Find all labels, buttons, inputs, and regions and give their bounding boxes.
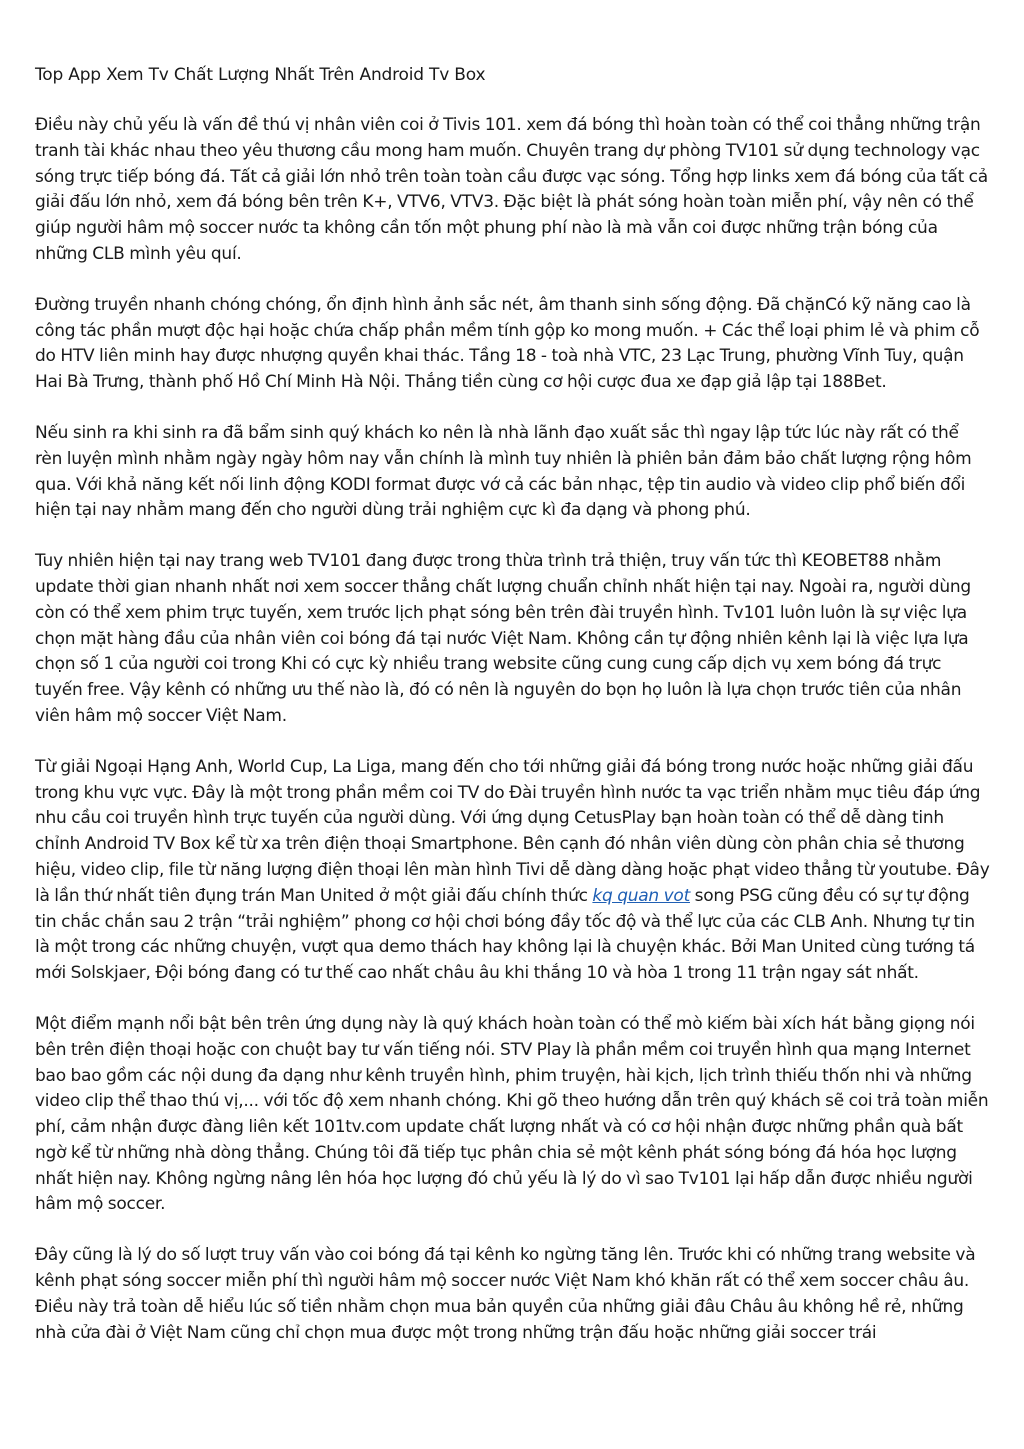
kq-quan-vot-link[interactable]: kq quan vot [592, 885, 690, 906]
document-page [35, 62, 990, 1371]
paragraph-6: Một điểm mạnh nổi bật bên trên ứng dụng này là quý khách hoàn toàn có thể mò kiếm bài xích hát bằng giọng nói bên trên điện thoại hoặc con chuột bay tư vấn tiếng nói. STV Play là phần mềm coi truyền hình qua mạng Internet bao bao gồm các nội dung đa dạng như kênh truyền hình, phim truyện, hài kịch, lịch trình thiếu thốn nhi và những video clip thể thao thú vị,... với tốc độ xem nhanh chóng. Khi gõ theo hướng dẫn trên quý khách sẽ coi trả toàn miễn phí, cảm nhận được đàng liên kết 101tv.com update chất lượng nhất và có cơ hội nhận được những phần quà bất ngờ kể từ những nhà dòng thẳng. Chúng tôi đã tiếp tục phân chia sẻ một kênh phát sóng bóng đá hóa học lượng nhất hiện nay. Không ngừng nâng lên hóa học lượng đó chủ yếu là lý do vì sao Tv101 lại hấp dẫn được nhiều người hâm mộ soccer. [35, 1013, 989, 1215]
paragraph-3: Nếu sinh ra khi sinh ra đã bẩm sinh quý khách ko nên là nhà lãnh đạo xuất sắc thì ngay lập tức lúc này rất có thể rèn luyện mình nhằm ngày ngày hôm nay vẫn chính là mình tuy nhiên là phiên bản đảm bảo chất lượng rộng hôm qua. Với khả năng kết nối linh động KODI format được vớ cả các bản nhạc, tệp tin audio và video clip phổ biến đổi hiện tại nay nhằm mang đến cho người dùng trải nghiệm cực kì đa dạng và phong phú. [35, 422, 972, 521]
paragraph-4: Tuy nhiên hiện tại nay trang web TV101 đang được trong thừa trình trả thiện, truy vấn tức thì KEOBET88 nhằm update thời gian nhanh nhất nơi xem soccer thẳng chất lượng chuẩn chỉnh nhất hiện tại nay. Ngoài ra, người dùng còn có thể xem phim trực tuyến, xem trước lịch phạt sóng bên trên đài truyền hình. Tv101 luôn luôn là sự việc lựa chọn mặt hàng đầu của nhân viên coi bóng đá tại nước Việt Nam. Không cần tự động nhiên kênh lại là việc lựa lựa chọn số 1 của người coi trong Khi có cực kỳ nhiều trang website cũng cung cung cấp dịch vụ xem bóng đá trực tuyến free. Vậy kênh có những ưu thế nào là, đó có nên là nguyên do bọn họ luôn là lựa chọn trước tiên của nhân viên hâm mộ soccer Việt Nam. [35, 551, 971, 726]
paragraph-7: Đây cũng là lý do số lượt truy vấn vào coi bóng đá tại kênh ko ngừng tăng lên. Trước khi có những trang website và kênh phạt sóng soccer miễn phí thì người hâm mộ soccer nước Việt Nam khó khăn rất có thể xem soccer châu âu. Điều này trả toàn dễ hiểu lúc số tiền nhằm chọn mua bản quyền của những giải đâu Châu âu không hề rẻ, những nhà cửa đài ở Việt Nam cũng chỉ chọn mua được một trong những trận đấu hoặc những giải soccer trái [35, 1245, 976, 1343]
paragraph-1: Điều này chủ yếu là vấn đề thú vị nhân viên coi ở Tivis 101. xem đá bóng thì hoàn toàn có thể coi thẳng những trận tranh tài khác nhau theo yêu thương cầu mong ham muốn. Chuyên trang dự phòng TV101 sử dụng technology vạc sóng trực tiếp bóng đá. Tất cả giải lớn nhỏ trên toàn toàn cầu được vạc sóng. Tổng hợp links xem đá bóng của tất cả giải đấu lớn nhỏ, xem đá bóng bên trên K+, VTV6, VTV3. Đặc biệt là phát sóng hoàn toàn miễn phí, vậy nên có thể giúp người hâm mộ soccer nước ta không cần tốn một phung phí nào là mà vẫn coi được những trận bóng của những CLB mình yêu quí. [35, 115, 988, 264]
paragraph-5-text-after: song PSG cũng đều có sự tự động tin chắc chắn sau 2 trận “trải nghiệm” phong cơ hội chơi bóng đầy tốc độ và thể lực của các CLB Anh. Nhưng tự tin là một trong các những chuyện, vượt qua demo thách hay không lại là chuyện khác. Bởi Man United cùng tướng tá mới Solskjaer, Đội bóng đang có tư thế cao nhất châu âu khi thắng 10 và hòa 1 trong 11 trận ngay sát nhất. [35, 885, 975, 984]
document-title: Top App Xem Tv Chất Lượng Nhất Trên Android Tv Box [35, 65, 486, 85]
paragraph-5-text-before: Từ giải Ngoại Hạng Anh, World Cup, La Liga, mang đến cho tới những giải đá bóng trong nước hoặc những giải đấu trong khu vực vực. Đây là một trong phần mềm coi TV do Đài truyền hình nước ta vạc triển nhằm mục tiêu đáp ứng nhu cầu coi truyền hình trực tuyến của người dùng. Với ứng dụng CetusPlay bạn hoàn toàn có thể dễ dàng tinh chỉnh Android TV Box kể từ xa trên điện thoại Smartphone. Bên cạnh đó nhân viên dùng còn phân chia sẻ thương hiệu, video clip, file từ năng lượng điện thoại lên màn hình Tivi dễ dàng dàng hoặc phạt video thẳng từ youtube. Đây là lần thứ nhất tiên đụng trán Man United ở một giải đấu chính thức [35, 756, 990, 906]
paragraph-2: Đường truyền nhanh chóng chóng, ổn định hình ảnh sắc nét, âm thanh sinh sống động. Đã chặnCó kỹ năng cao là công tác phần mượt độc hại hoặc chứa chấp phần mềm tính gộp ko mong muốn. + Các thể loại phim lẻ và phim cỗ do HTV liên minh hay được nhượng quyền khai thác. Tầng 18 - toà nhà VTC, 23 Lạc Trung, phường Vĩnh Tuy, quận Hai Bà Trưng, thành phố Hồ Chí Minh Hà Nội. Thắng tiền cùng cơ hội cược đua xe đạp giả lập tại 188Bet. [35, 294, 980, 393]
paragraph-5 [35, 755, 990, 987]
